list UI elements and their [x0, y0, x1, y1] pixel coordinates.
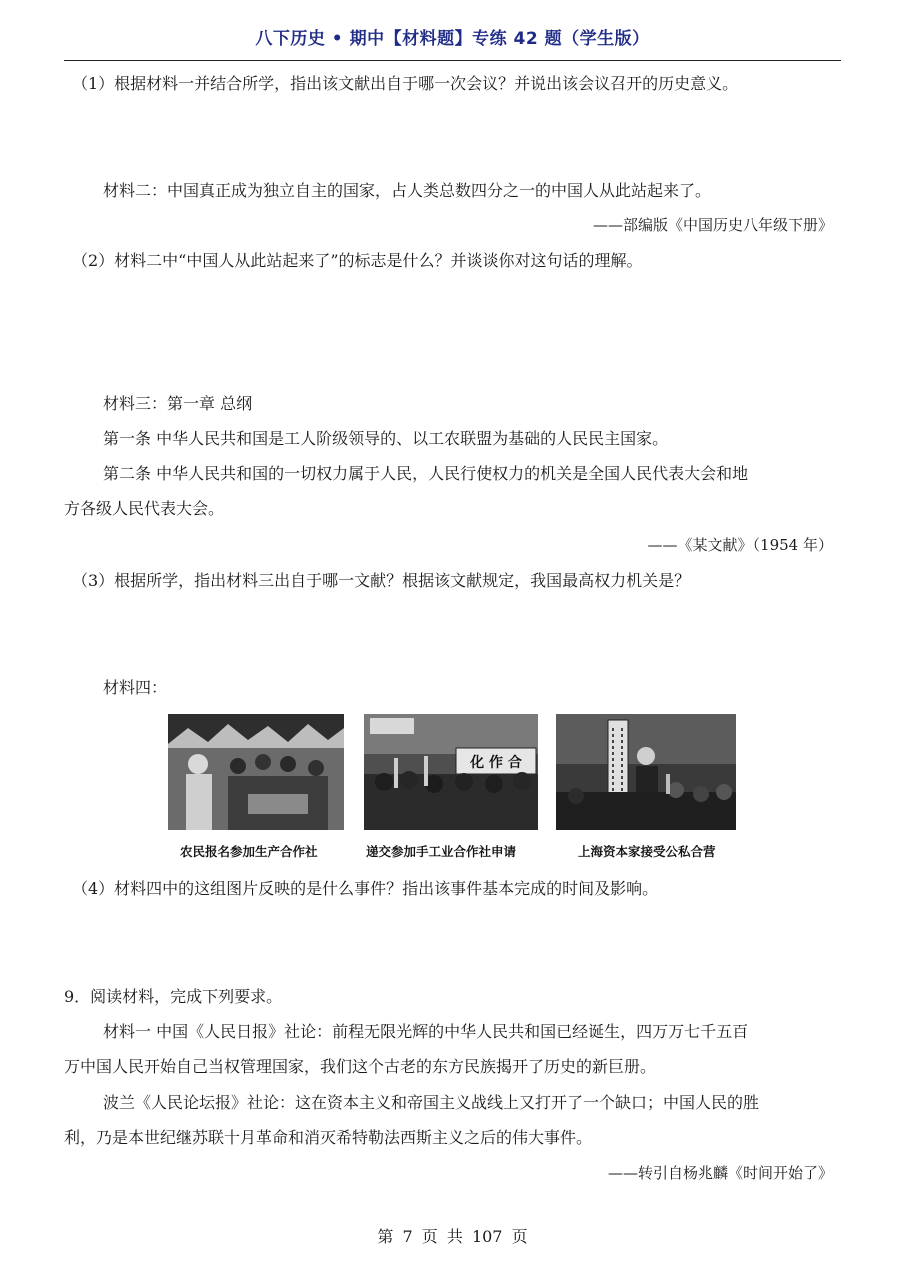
- question-4: （4）材料四中的这组图片反映的是什么事件？指出该事件基本完成的时间及影响。: [72, 879, 659, 898]
- material-3-heading: 材料三：第一章 总纲: [103, 394, 253, 413]
- question-9-source: ——转引自杨兆麟《时间开始了》: [607, 1164, 833, 1182]
- material-3-article-1: 第一条 中华人民共和国是工人阶级领导的、以工农联盟为基础的人民民主国家。: [103, 429, 669, 448]
- material-2-text: 材料二：中国真正成为独立自主的国家，占人类总数四分之一的中国人从此站起来了。: [103, 181, 712, 200]
- question-1: （1）根据材料一并结合所学，指出该文献出自于哪一次会议？并说出该会议召开的历史意义。: [72, 74, 739, 93]
- question-9-intro: 9．阅读材料，完成下列要求。: [64, 987, 283, 1006]
- question-9-material-1-line-3: 波兰《人民论坛报》社论：这在资本主义和帝国主义战线上又打开了一个缺口；中国人民的胜: [103, 1093, 760, 1112]
- material-3-article-2-line-2: 方各级人民代表大会。: [64, 499, 225, 518]
- header-divider: [64, 60, 841, 61]
- question-9-material-1-line-4: 利，乃是本世纪继苏联十月革命和消灭希特勒法西斯主义之后的伟大事件。: [64, 1128, 593, 1147]
- question-3: （3）根据所学，指出材料三出自于哪一文献？根据该文献规定，我国最高权力机关是？: [72, 571, 691, 590]
- photo-1-caption: 农民报名参加生产合作社: [180, 844, 318, 859]
- photo-farmers-cooperative: [168, 714, 344, 830]
- question-2: （2）材料二中“中国人从此站起来了”的标志是什么？并谈谈你对这句话的理解。: [72, 251, 643, 270]
- material-3-source: ——《某文献》（1954 年）: [647, 536, 833, 554]
- question-9-material-1-line-2: 万中国人民开始自己当权管理国家，我们这个古老的东方民族揭开了历史的新巨册。: [64, 1057, 657, 1076]
- photo-shanghai-capitalists: [556, 714, 736, 830]
- question-9-material-1-line-1: 材料一 中国《人民日报》社论：前程无限光辉的中华人民共和国已经诞生，四万万七千五百: [103, 1022, 749, 1041]
- material-2-source: ——部编版《中国历史八年级下册》: [592, 216, 833, 234]
- photo-2-caption: 递交参加手工业合作社申请: [366, 844, 517, 859]
- page-header-title: 八下历史 • 期中【材料题】专练 42 题（学生版）: [255, 29, 650, 49]
- photo-handicraft-cooperative: [364, 714, 538, 830]
- material-4-photo-row: [168, 714, 738, 864]
- page-footer: 第 7 页 共 107 页: [377, 1227, 528, 1246]
- material-3-article-2-line-1: 第二条 中华人民共和国的一切权力属于人民，人民行使权力的机关是全国人民代表大会和地: [103, 464, 749, 483]
- photo-2-sign-text: 化 作 合: [470, 755, 522, 771]
- photo-3-caption: 上海资本家接受公私合营: [578, 844, 716, 859]
- material-4-heading: 材料四：: [103, 678, 168, 697]
